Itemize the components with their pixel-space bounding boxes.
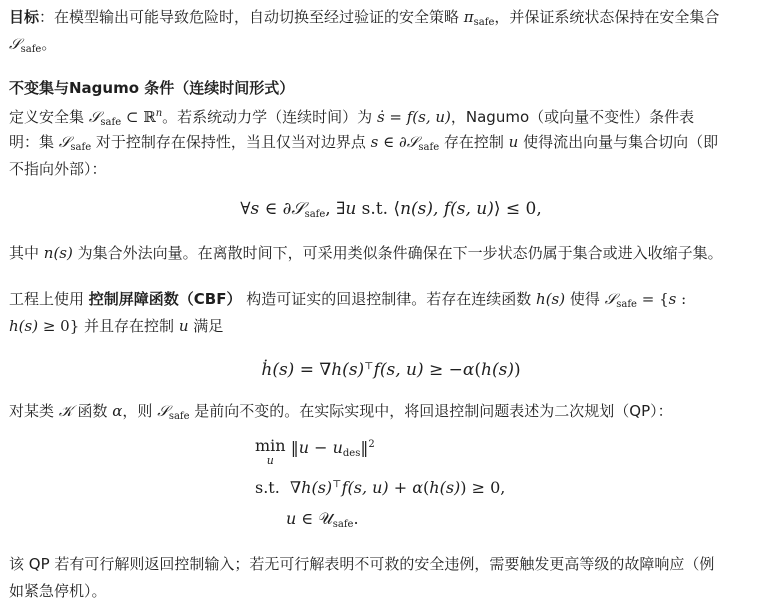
p2-text: 其中 [9,244,44,262]
p3-text: 使得 [565,290,605,308]
s-symbol: s [250,199,260,219]
des-subscript: des [342,448,361,459]
alpha-symbol: α [462,360,475,380]
st-text: s.t. ⟨ [356,199,401,219]
subset-reals: ⊂ ℝ [121,108,156,126]
plus: + [388,478,413,497]
nagumo-equation [9,198,773,220]
h-function: h(s) [301,478,333,497]
in-boundary: ∈ ∂ [259,199,292,219]
qp-constraint-2 [286,509,359,530]
p1-text: 使得流出向量与集合切向（即 [518,133,719,151]
h-function: h(s) [429,478,461,497]
class-k-symbol: 𝒦 [58,402,73,420]
square-superscript: 2 [368,439,375,450]
transpose-symbol: ⊤ [364,361,374,372]
min-under-u: u [266,454,274,467]
inner-product-args: n(s), f(s, u) [400,199,494,219]
p1-text: 明：集 [9,133,59,151]
p4-text: ，则 [122,402,158,420]
safe-set-symbol: 𝒮 [604,290,617,308]
n-superscript: n [155,108,163,119]
f-function: f(s, u) [373,360,424,380]
p4-text: 对某类 [9,402,59,420]
geq-zero: ) ≥ 0, [460,478,506,497]
forall-symbol: ∀ [240,199,251,219]
goal-line-1 [9,6,719,28]
f-function: f(s, u) [341,478,389,497]
safe-set-symbol: 𝒮 [88,108,101,126]
u-symbol: u [332,438,343,457]
set-brace-end: ≥ 0} [38,317,80,335]
paren: ) [513,360,521,380]
u-symbol: u [178,317,189,335]
equals-grad: = ∇ [294,360,332,380]
s-symbol: s [668,290,677,308]
h-function: h(s) [9,317,39,335]
dynamics-formula: ṡ = f(s, u) [376,108,451,126]
h-function: h(s) [536,290,566,308]
colon: : [676,290,687,308]
min-text: min [255,436,286,455]
goal-text: ：在模型输出可能导致危险时，自动切换至经过验证的安全策略 [39,8,464,26]
h-function: h(s) [331,360,365,380]
p1-line-3: 不指向外部）： [9,160,107,178]
cbf-equation [9,356,773,378]
safe-set-symbol: 𝒮 [58,133,71,151]
safe-set-symbol: 𝒮 [291,199,305,219]
safe-subscript: safe [332,519,354,530]
p1-text: 定义安全集 [9,108,89,126]
p5-line-1: 该 QP 若有可行解则返回控制输入；若无可行解表明不可救的安全违例，需要触发更高等级的故障响应（例 [9,555,715,573]
h-function: h(s) [481,360,514,380]
safe-set-symbol: 𝒮 [157,402,169,420]
p3-text: 工程上使用 [9,290,89,308]
alpha-symbol: α [112,402,123,420]
exists-symbol: , ∃ [325,199,346,219]
pi-symbol: π [463,8,474,26]
s-symbol: s [370,133,379,151]
safe-subscript: safe [20,44,42,55]
safe-subscript: safe [70,142,92,153]
norm-bar: ‖ [360,438,369,457]
normal-vector: n(s) [43,244,73,262]
p4-text: 是前向不变的。在实际实现中，将回退控制问题表述为二次规划（QP）： [189,402,673,420]
p2-text: 为集合外法向量。在离散时间下，可采用类似条件确保在下一步状态仍属于集合或进入收缩子集。 [72,244,723,262]
p3-line-2 [9,315,223,337]
paren: ( [474,360,482,380]
cbf-term: 控制屏障函数（CBF） [88,290,242,308]
u-symbol: u [345,199,357,219]
grad-symbol: ∇ [289,478,302,497]
period: . [353,509,359,528]
p4-text: 函数 [72,402,113,420]
section-title: 不变集与Nagumo 条件（连续时间形式） [9,79,295,97]
p1-text: 对于控制存在保持性，当且仅当对边界点 [91,133,371,151]
transpose-symbol: ⊤ [332,479,342,490]
paren: ( [423,478,430,497]
safe-subscript: safe [168,411,190,422]
st-text: s.t. [255,478,280,497]
alpha-symbol: α [412,478,424,497]
p3-line-1 [9,288,686,310]
goal-end: 。 [41,35,57,53]
in-boundary: ∈ ∂ [378,133,407,151]
p2-line [9,242,723,264]
goal-text-2: ，并保证系统状态保持在安全集合 [494,8,720,26]
goal-label: 目标 [9,8,40,26]
u-symbol: u [508,133,519,151]
qp-objective [255,438,375,468]
p4-line [9,400,673,422]
minus: − [309,438,333,457]
p1-line-1 [9,103,695,128]
safe-set-symbol: 𝒮 [406,133,419,151]
qp-constraint-1 [255,478,505,497]
p1-text: 存在控制 [439,133,509,151]
safe-subscript: safe [473,17,495,28]
p3-text: 构造可证实的回退控制律。若存在连续函数 [241,290,537,308]
geq-minus: ≥ − [423,360,463,380]
p1-line-2 [9,131,718,153]
goal-line-2 [9,33,56,55]
p3-text: 并且存在控制 [79,317,179,335]
p1-text: ，Nagumo（或向量不变性）条件表 [450,108,695,126]
min-operator [255,438,286,468]
h-dot: ḣ(s) [261,360,295,380]
set-brace: = { [636,290,669,308]
safe-subscript: safe [304,209,326,220]
p1-text: 。若系统动力学（连续时间）为 [162,108,377,126]
p3-text: 满足 [188,317,224,335]
u-symbol: u [298,438,309,457]
safe-subscript: safe [418,142,440,153]
safe-subscript: safe [100,117,122,128]
in-u-set: ∈ 𝒰 [296,509,333,528]
safe-set-symbol: 𝒮 [9,35,21,53]
norm-bar: ‖ [290,438,299,457]
safe-subscript: safe [616,299,637,310]
inequality: ⟩ ≤ 0, [493,199,542,219]
u-symbol: u [286,509,297,528]
p5-line-2: 如紧急停机）。 [9,582,107,600]
